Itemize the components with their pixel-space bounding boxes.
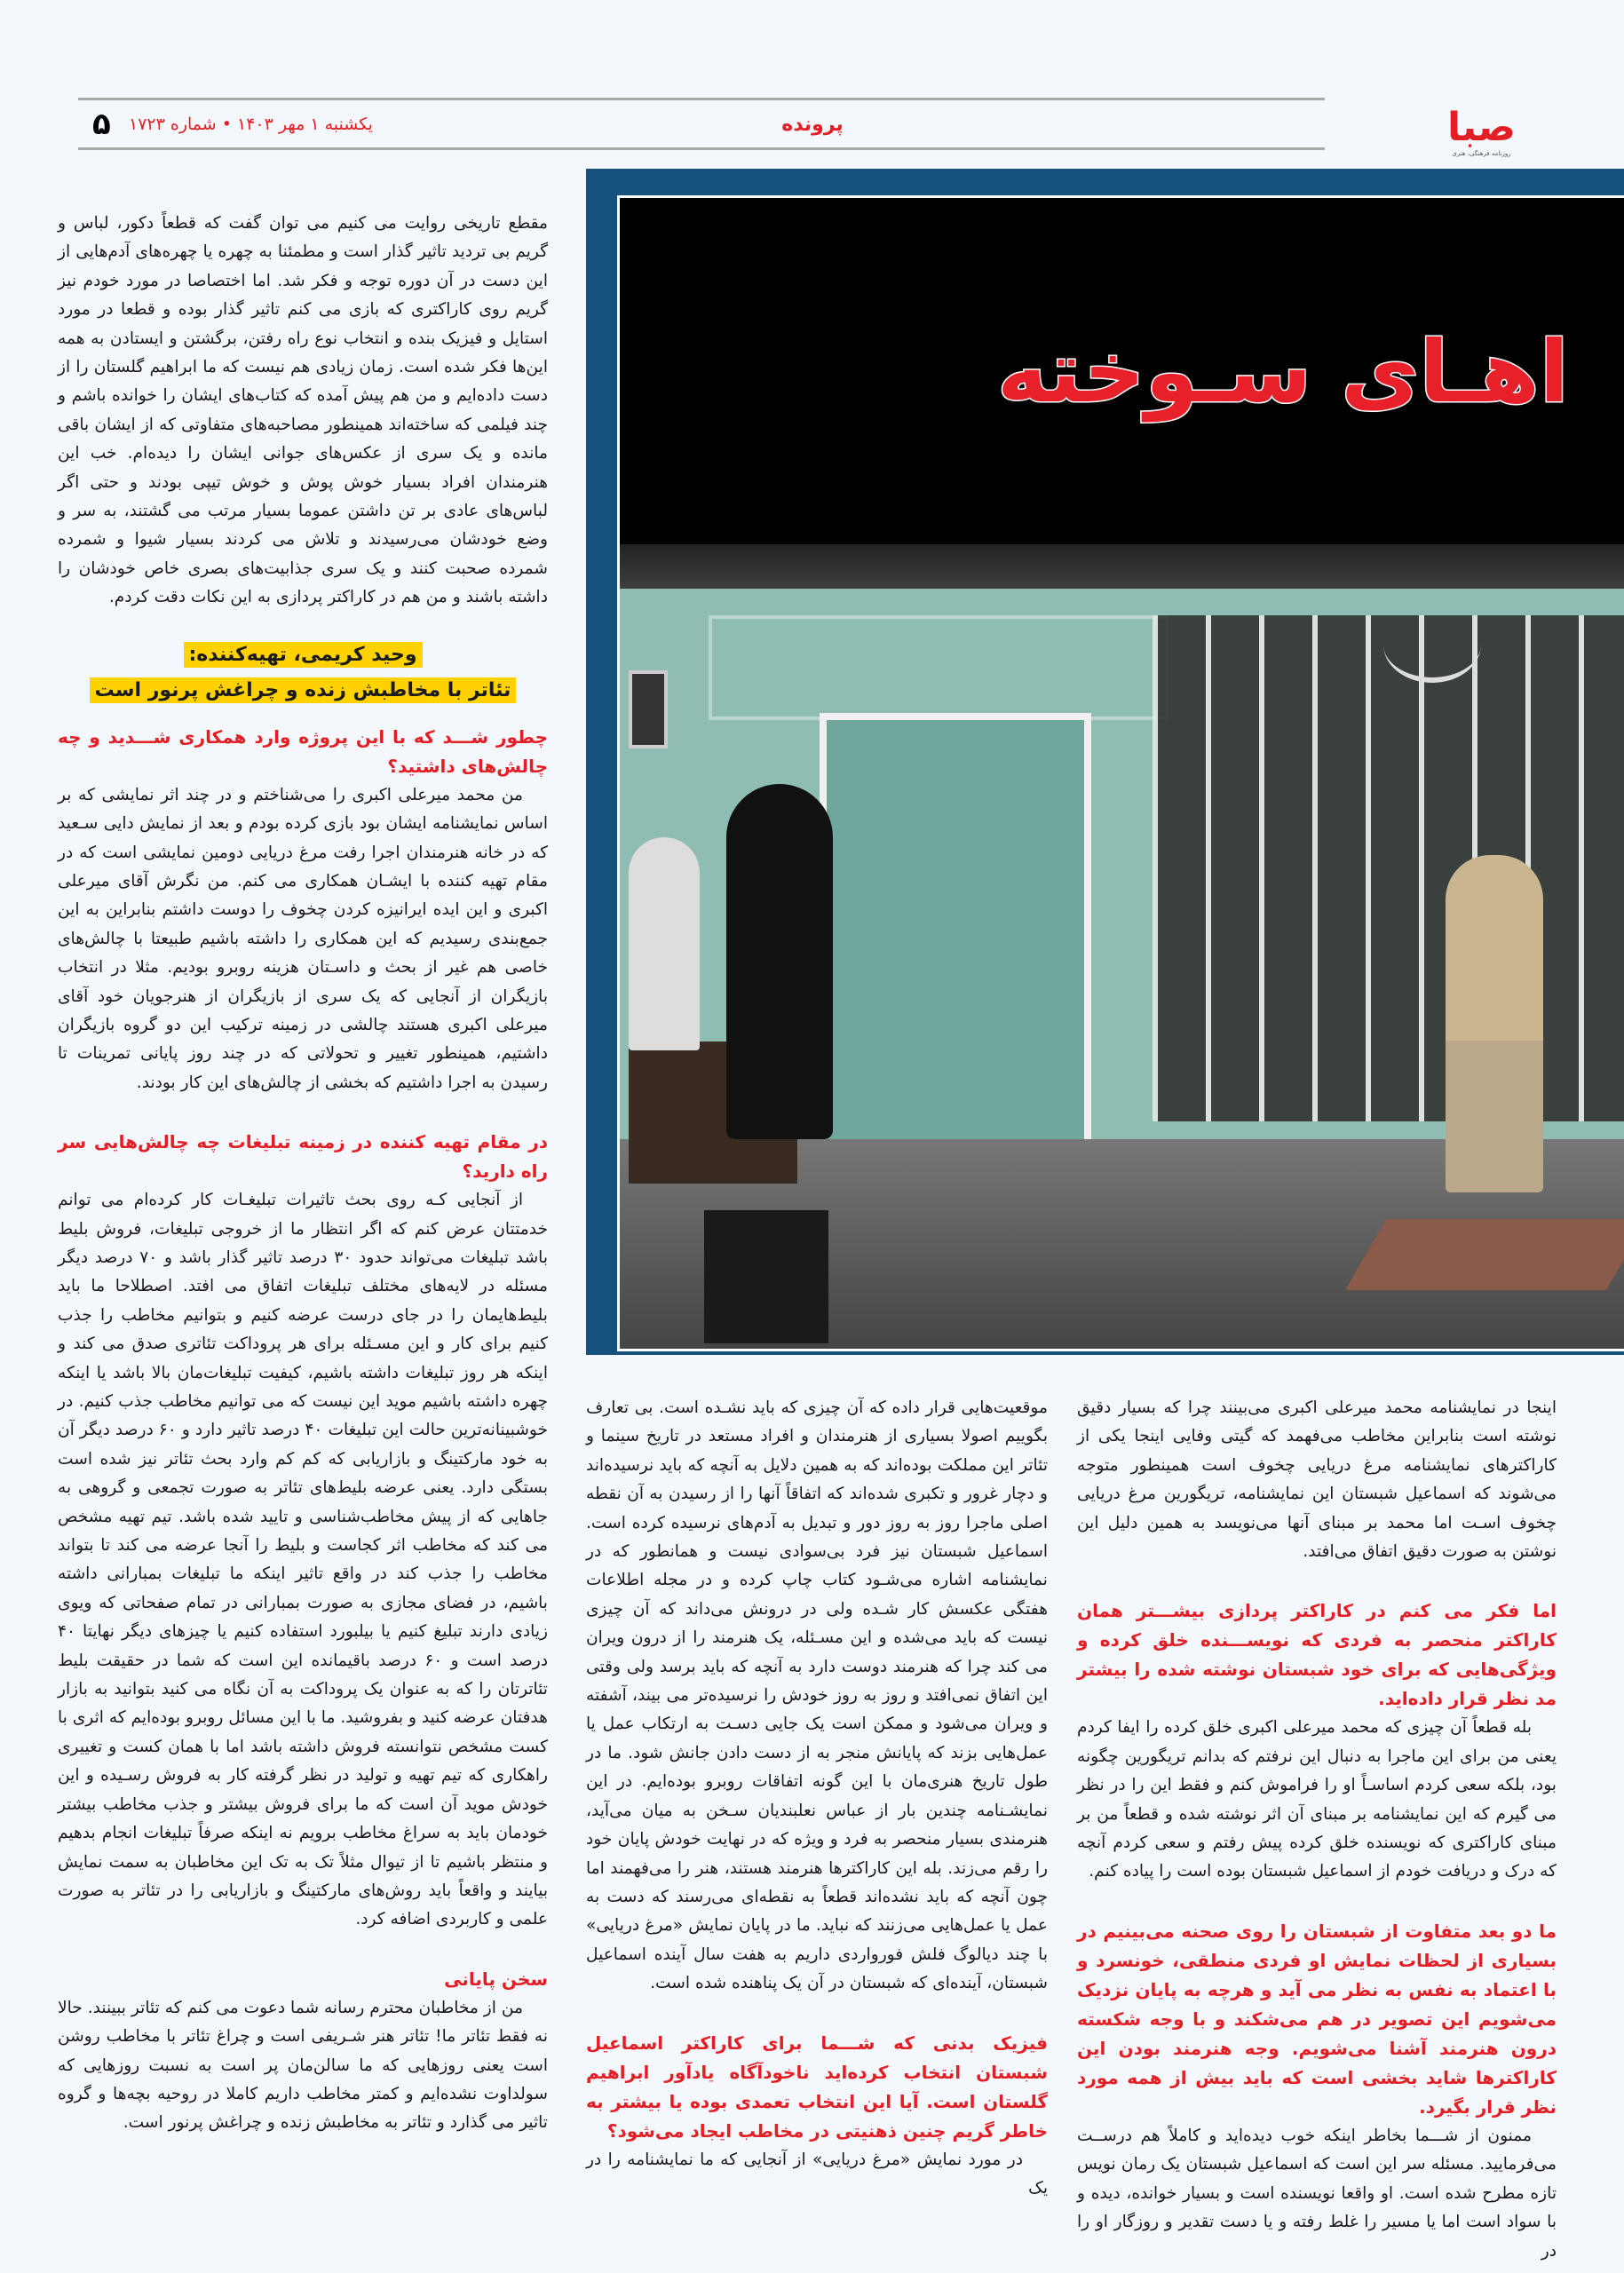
doorway xyxy=(820,713,1091,1146)
answer-paragraph: در مورد نمایش «مرغ دریایی» از آنجایی که ما نمایشنامه را در یک xyxy=(586,2150,1048,2198)
intro-paragraph: مقطع تاریخی روایت می کنیم می توان گفت که قطعاً دکور، لباس و گریم بی تردید تاثیر گذار است و مطمئنا به چهره یا چهره‌های آدم‌هایی از این دست در آن دوره توجه و فکر شد. اما اختصاصا در مورد خودم نیز گریم روی کاراکتری که بازی می کنم تاثیر گذار بوده و قطعا در مورد استایل و فیزیک بنده و انتخاب نوع راه رفتن، برگشتن و ایستادن به همه این‌ها فکر شده است. زمان زیادی هم نیست که ما ابراهیم گلستان را از دست داده‌ایم و من هم پیش آمده که کتاب‌های ایشان را خوانده باشم و چند فیلمی که ساخته‌اند همینطور مصاحبه‌های متفاوتی که از ایشان باقی مانده و یک سری از عکس‌های جوانی ایشان را دیده‌ام. خب این هنرمندان افراد بسیار خوش پوش و خوش تیپی بودند و حتی اگر لباس‌های عادی بر تن داشتن عموما بسیار مرتب می گشتند، به سر و وضع خودشان می‌رسیدند و تلاش می کردند بسیار شیوا و شمرده شمرده صحبت کنند و یک سری جذابیت‌های بصری خاص خودشان را داشته باشند و من هم در کاراکتر پردازی به این نکات دقت کردم. xyxy=(58,214,548,607)
logo-text: صبا xyxy=(1447,105,1516,150)
actor-standing xyxy=(1446,855,1543,1192)
pedestal xyxy=(704,1210,828,1343)
logo-tagline: روزنامه فرهنگی، هنری xyxy=(1452,150,1511,157)
interviewee-headline: وحید کریمی، تهیه‌کننده: xyxy=(58,638,548,673)
body-paragraph: اینجا در نمایشنامه محمد میرعلی اکبری می‌بینند چرا که بسیار دقیق نوشته است بنابراین مخاطب می‌فهمد که گیتی وفایی اینجا یکی از کاراکترهای نمایشنامه مرغ دریایی چخوف است همینطور متوجه می‌شوند که اسماعیل شبستان این نمایشنامه، تریگورین مرغ دریایی چخوف اسـت اما محمد بر مبنای آنها می‌نویسد به همین دلیل این نوشتن به صورت دقیق اتفاق می‌افتد. xyxy=(1077,1398,1557,1562)
section-title: پرونده xyxy=(781,113,844,136)
wall-picture-frame xyxy=(629,670,668,748)
page-number: ۵ xyxy=(92,107,111,142)
question-heading: در مقام تهیه کننده در زمینه تبلیغات چه چالش‌هایی سر راه دارید؟ xyxy=(58,1131,548,1183)
answer-paragraph: از آنجایی کـه روی بحث تاثیرات تبلیغـات کار کرده‌ام می توانم خدمتتان عرض کنم که اگر انتظار ما از خروجی تبلیغات، فروش بلیط باشد تبلیغات می‌تواند حدود ۳۰ درصد تاثیر گذار باشد و ۷۰ درصد دیگر مسئله در لایه‌های مختلف تبلیغات اتفاق می افتد. اصطلاحا ما باید بلیط‌هایمان را در جای درست عرضه کنیم و بتوانیم مخاطب را جذب کنیم برای کار و این مسـئله برای هر پروداکت تئاتری صدق می کند و اینکه هر روز تبلیغات داشته باشیم، کیفیت تبلیغات‌مان بالا باشد یا اینکه چهره داشته باشیم موید این نیست که می توانیم مخاطب جذب کنیم. در خوشبینانه‌ترین حالت این تبلیغات ۴۰ درصد تاثیر دارد و ۶۰ درصد دیگر آن به خود مارکتینگ و بازاریابی که کم کم وارد بحث تئاتر نیز شده است بستگی دارد. یعنی عرضه بلیط‌های تئاتر به صورت تجمعی و گروهی به جاهایی که از پیش مخاطب‌شناسی و تایید شده باشد. تیم تهیه مشخص می کند که مخاطب اثر کجاست و بلیط را آنجا عرضه می کند تا بتواند مخاطب را جذب کند در واقع تاثیر اینکه ما تبلیغات بمبارانی داشته باشیم، در فضای مجازی به صورت بمبارانی در تمام صفحاتی که ویوی زیادی دارند تبلیغ کنیم یا بیلبورد استفاده کنیم یا چیزهای دیگر نهایتا ۴۰ درصد است و ۶۰ درصد باقیمانده این است که شما در حقیقت بلیط تئاترتان را که به عنوان یک پروداکت به آن نگاه می کنید بتوانید به بازار هدفتان عرضه کنید و بفروشید. ما با این مسائل روبرو بوده‌ایم که اثری با کست مشخص نتوانسته فروش داشته باشد اما با همان کست و تغییری راهکاری که تیم تهیه و تولید در نظر گرفته کار به فروش رسـیده و این خودش موید آن است که ما برای فروش بیشتر و جذب مخاطب بیشتر خودمان باید به سراغ مخاطب برویم نه اینکه صرفاً تبلیغات انجام بدهیم و منتظر باشیم تا از تیوال مثلاً تک به تک این مخاطبان به سمت نمایش بیایند و واقعاً باید روش‌های مارکتینگ و بازاریابی را در تئاتر به صورت علمی و کاربردی اضافه کرد. xyxy=(58,1191,549,1929)
actress-cloaked xyxy=(726,784,833,1139)
window-frame xyxy=(1153,615,1624,1121)
left-column xyxy=(58,210,548,2138)
newspaper-logo xyxy=(1447,105,1516,157)
middle-column xyxy=(586,1394,1048,2203)
header-bottom-rule xyxy=(78,147,1325,150)
interview-subheadline: تئاتر با مخاطبش زنده و چراغش پرنور است xyxy=(58,673,548,709)
answer-paragraph: من محمد میرعلی اکبری را می‌شناختم و در چند اثر نمایشی که بر اساس نمایشنامه ایشان بود بازی کرده بودم و بعد از نمایش دایی سـعید که در خانه هنرمندان اجرا رفت مرغ دریایی دومین نمایشی است که در مقام تهیه کننده با ایشـان همکاری می کنم. من نگرش آقای میرعلی اکبری و این ایده ایرانیزه کردن چخوف را دوست داشتم بنابراین به این جمع‌بندی رسیدیم که این همکاری را داشته باشیم طبیعتا با چالش‌های خاصی هم غیر از بحث و داسـتان هزینه روبرو بودیم. مثلا در انتخاب بازیگران از آنجایی که یک سری از بازیگران از هنرجویان خود آقای میرعلی اکبری هستند چالشی در زمینه ترکیب این دو گروه بازیگران داشتیم، همینطور تغییر و تحولاتی که در چند روز پایانی تمرینات تا رسیدن به اجرا داشتیم که بخشی از چالش‌های این کار بودند. xyxy=(58,785,548,1092)
header-top-rule xyxy=(78,98,1325,100)
feature-headline: اهـای سـوخته xyxy=(997,322,1569,422)
dateline: یکشنبه ۱ مهر ۱۴۰۳ • شماره ۱۷۲۳ xyxy=(129,115,373,134)
right-column xyxy=(1077,1394,1557,2266)
question-heading: چطور شـــد که با این پروژه وارد همکاری شـــدید و چه چالش‌های داشتید؟ xyxy=(58,725,548,777)
question-heading: فیزیک بدنی که شـــما برای کاراکتر اسماعیل شبستان انتخاب کرده‌اید ناخودآگاه یادآور ابراهیم گلستان است. آیا این انتخاب تعمدی بوده یا بیشتر به خاطر گریم چنین ذهنیتی در مخاطب ایجاد می‌شود؟ xyxy=(586,2031,1048,2142)
answer-paragraph: ممنون از شـــما بخاطر اینکه خوب دیده‌اید و کاملاً هم درســت می‌فرمایید. مسئله سر این است که اسماعیل شبستان یک رمان نویس تازه مطرح شده است. او واقعا نویسنده است و بسیار خوانده، دیده و با سواد است اما یا مسیر را غلط رفته و یا دست تقدیر و روزگار او را در xyxy=(1077,2126,1557,2261)
question-heading: سخن پایانی xyxy=(444,1968,548,1990)
body-paragraph: موقعیت‌هایی قرار داده که آن چیزی که باید نشـده است. بی تعارف بگوییم اصولا بسیاری از هنرمندان و افراد مستعد در تاریخ سینما و تئاتر این مملکت بوده‌اند که به همین دلایل به آنچه که باید نرسیده‌اند و دچار غرور و تکبری شده‌اند که اتفاقاً آنها را از رسیدن به آن نقطه اصلی ماجرا روز به روز دور و تبدیل به آدم‌های نرسیده کرده است. اسماعیل شبستان نیز فرد بی‌سوادی نیست و همانطور که در نمایشنامه اشاره می‌شـود کتاب چاپ کرده و در مجله اطلاعات هفتگی عکسش کار شـده ولی در درونش می‌داند که آن چیزی نیست که باید می‌شده و این مسـئله، یک هنرمند را از درون ویران می کند چرا که هنرمند دوست دارد به آنچه که باید برسد ولی وقتی این اتفاق نمی‌افتد و روز به روز خودش را نرسیده‌تر می بیند، آشفته و ویران می‌شود و ممکن است یک جایی دسـت به ارتکاب عمل یا عمل‌هایی بزند که پایانش منجر به از دست دادن جانش شود. ما در طول تاریخ هنری‌مان با این گونه اتفاقات روبرو بوده‌ایم. در این نمایشـنامه چندین بار از عباس نعلبندیان سـخن به میان می‌آید، هنرمندی بسیار منحصر به فرد و ویژه که در نهایت خودش پایان خود را رقم می‌زند. بله این کاراکترها هنرمند هستند، هنر را می‌فهمند اما چون آنچه که باید نشده‌اند قطعاً به نقطه‌ای می‌رسند که دست به عمل یا عمل‌هایی می‌زنند که نباید. ما در پایان نمایش «مرغ دریایی» با چند دیالوگ فلش فورواردی داریم به هفت سال آینده اسماعیل شبستان، آینده‌ای که شبستان در آن یک پناهنده شده است. xyxy=(586,1398,1048,1993)
chandelier-icon xyxy=(1383,606,1481,683)
rug xyxy=(1345,1219,1624,1290)
actor-seated xyxy=(629,837,700,1050)
wall-panel xyxy=(709,615,1168,720)
question-heading: اما فکر می کنم در کاراکتر پردازی بیشـــتر همان کاراکتر منحصر به فردی که نویســـنده خلق کرده و ویژگی‌هایی که برای خود شبستان نوشته شده را بیشتر مد نظر قرار داده‌اید. xyxy=(1077,1600,1557,1710)
answer-paragraph: من از مخاطبان محترم رسانه شما دعوت می کنم که تئاتر ببینند. حالا نه فقط تئاتر ما! تئاتر هنر شـریفی است و چراغ تئاتر با مخاطب روشن است یعنی روزهایی که ما سالن‌مان پر است به نسبت روزهایی که سولداوت نشده‌ایم و کمتر مخاطب داریم کاملا در روحیه بچه‌ها و گروه تاثیر می گذارد و تئاتر به مخاطبش زنده و چراغش پرنور است. xyxy=(58,1998,548,2133)
question-heading: ما دو بعد متفاوت از شبستان را روی صحنه می‌بینیم در بسیاری از لحظات نمایش او فردی منطقی، خونسرد و با اعتماد به نفس به نظر می آید و هرچه به پایان نزدیک می‌شویم این تصویر در هم می‌شکند و با وجه شکسته درون هنرمند آشنا می‌شویم. وجه هنرمند بودن این کاراکترها شاید بخشی است که باید بیش از همه مورد نظر قرار بگیرد. xyxy=(1077,1920,1557,2118)
stage-photo xyxy=(617,195,1624,1351)
answer-paragraph: بله قطعاً آن چیزی که محمد میرعلی اکبری خلق کرده را ایفا کردم یعنی من برای این ماجرا به دنبال این نرفتم که بدانم تریگورین چگونه بود، بلکه سعی کردم اساسـاً او را فراموش کنم و فقط این را در نظر می گیرم که این نمایشنامه بر مبنای آن اثر نوشته شده و قطعاً من بر مبنای کاراکتری که نویسنده خلق کرده پیش رفتم و سعی کردم آنچه که درک و دریافت خودم از اسماعیل شبستان بوده است را پیاده کنم. xyxy=(1077,1718,1557,1881)
